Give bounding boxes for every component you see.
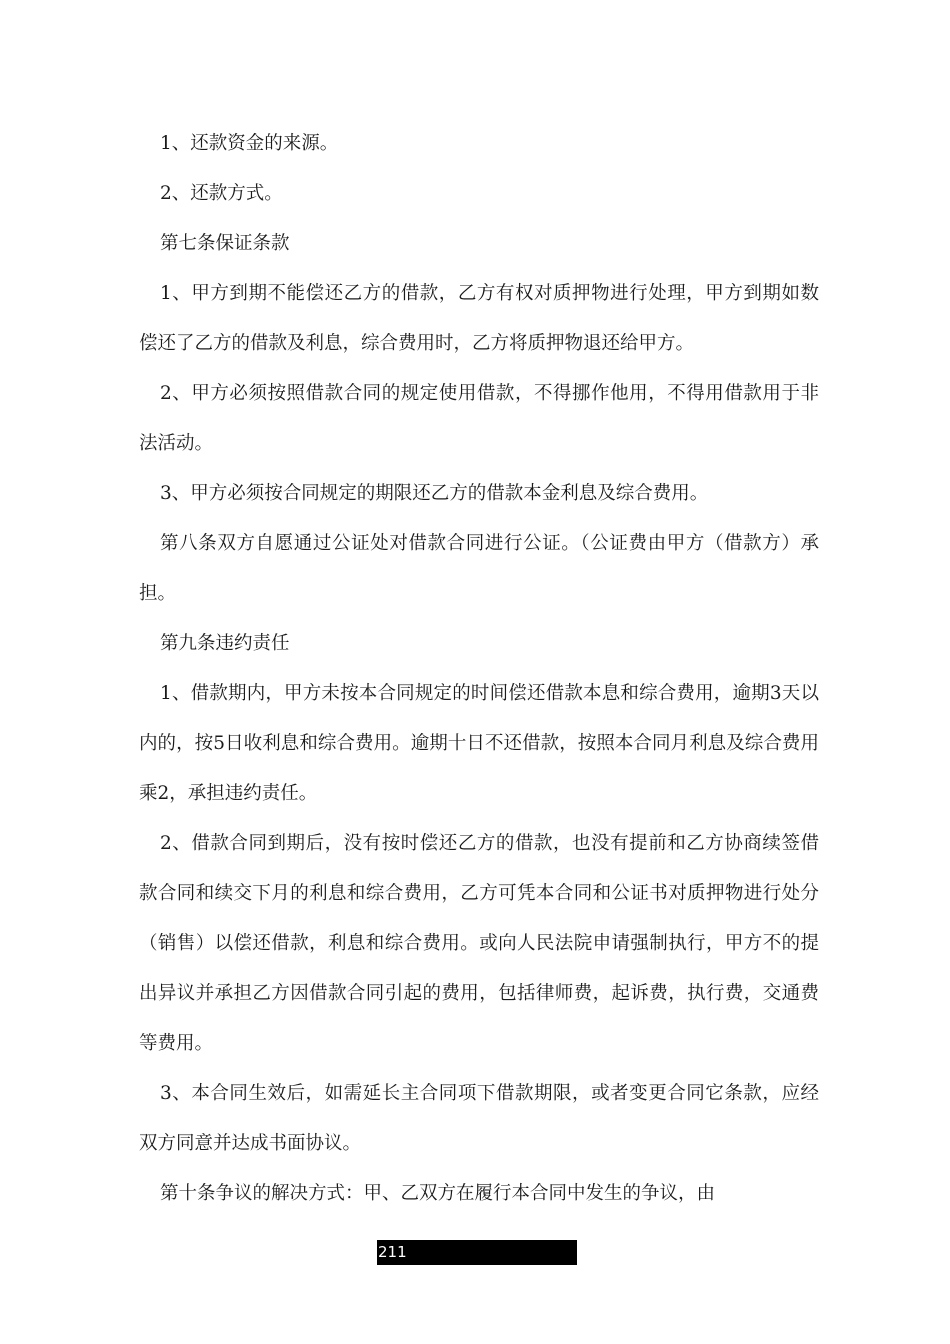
page-footer-bar [377,1240,577,1265]
paragraph-repayment-source: 1、还款资金的来源。 [160,133,339,154]
paragraph-article-7-clause-1: 1、甲方到期不能偿还乙方的借款，乙方有权对质押物进行处理，甲方到期如数偿还了乙方的借款及利息，综合费用时，乙方将质押物退还给甲方。 [139,283,819,354]
paragraph-article-7-clause-2: 2、甲方必须按照借款合同的规定使用借款，不得挪作他用，不得用借款用于非法活动。 [139,383,819,454]
document-body [139,119,819,1219]
paragraph-article-9-clause-1: 1、借款期内，甲方未按本合同规定的时间偿还借款本息和综合费用，逾期3天以内的，按5日收利息和综合费用。逾期十日不还借款，按照本合同月利息及综合费用乘2，承担违约责任。 [139,683,819,804]
paragraph-article-10: 第十条争议的解决方式：甲、乙双方在履行本合同中发生的争议，由 [160,1183,716,1204]
paragraph-article-9-clause-2: 2、借款合同到期后，没有按时偿还乙方的借款，也没有提前和乙方协商续签借款合同和续交下月的利息和综合费用，乙方可凭本合同和公证书对质押物进行处分（销售）以偿还借款，利息和综合费用。或向人民法院申请强制执行，甲方不的提出异议并承担乙方因借款合同引起的费用，包括律师费，起诉费，执行费，交通费等费用。 [139,833,819,1054]
heading-article-9: 第九条违约责任 [160,633,290,654]
paragraph-repayment-method: 2、还款方式。 [160,183,283,204]
page-number: 211 [378,1243,407,1261]
paragraph-article-7-clause-3: 3、甲方必须按合同规定的期限还乙方的借款本金利息及综合费用。 [160,483,709,504]
paragraph-article-9-clause-3: 3、本合同生效后，如需延长主合同项下借款期限，或者变更合同它条款，应经双方同意并达成书面协议。 [139,1083,819,1154]
paragraph-article-8: 第八条双方自愿通过公证处对借款合同进行公证。（公证费由甲方（借款方）承担。 [139,533,819,604]
heading-article-7: 第七条保证条款 [160,233,290,254]
